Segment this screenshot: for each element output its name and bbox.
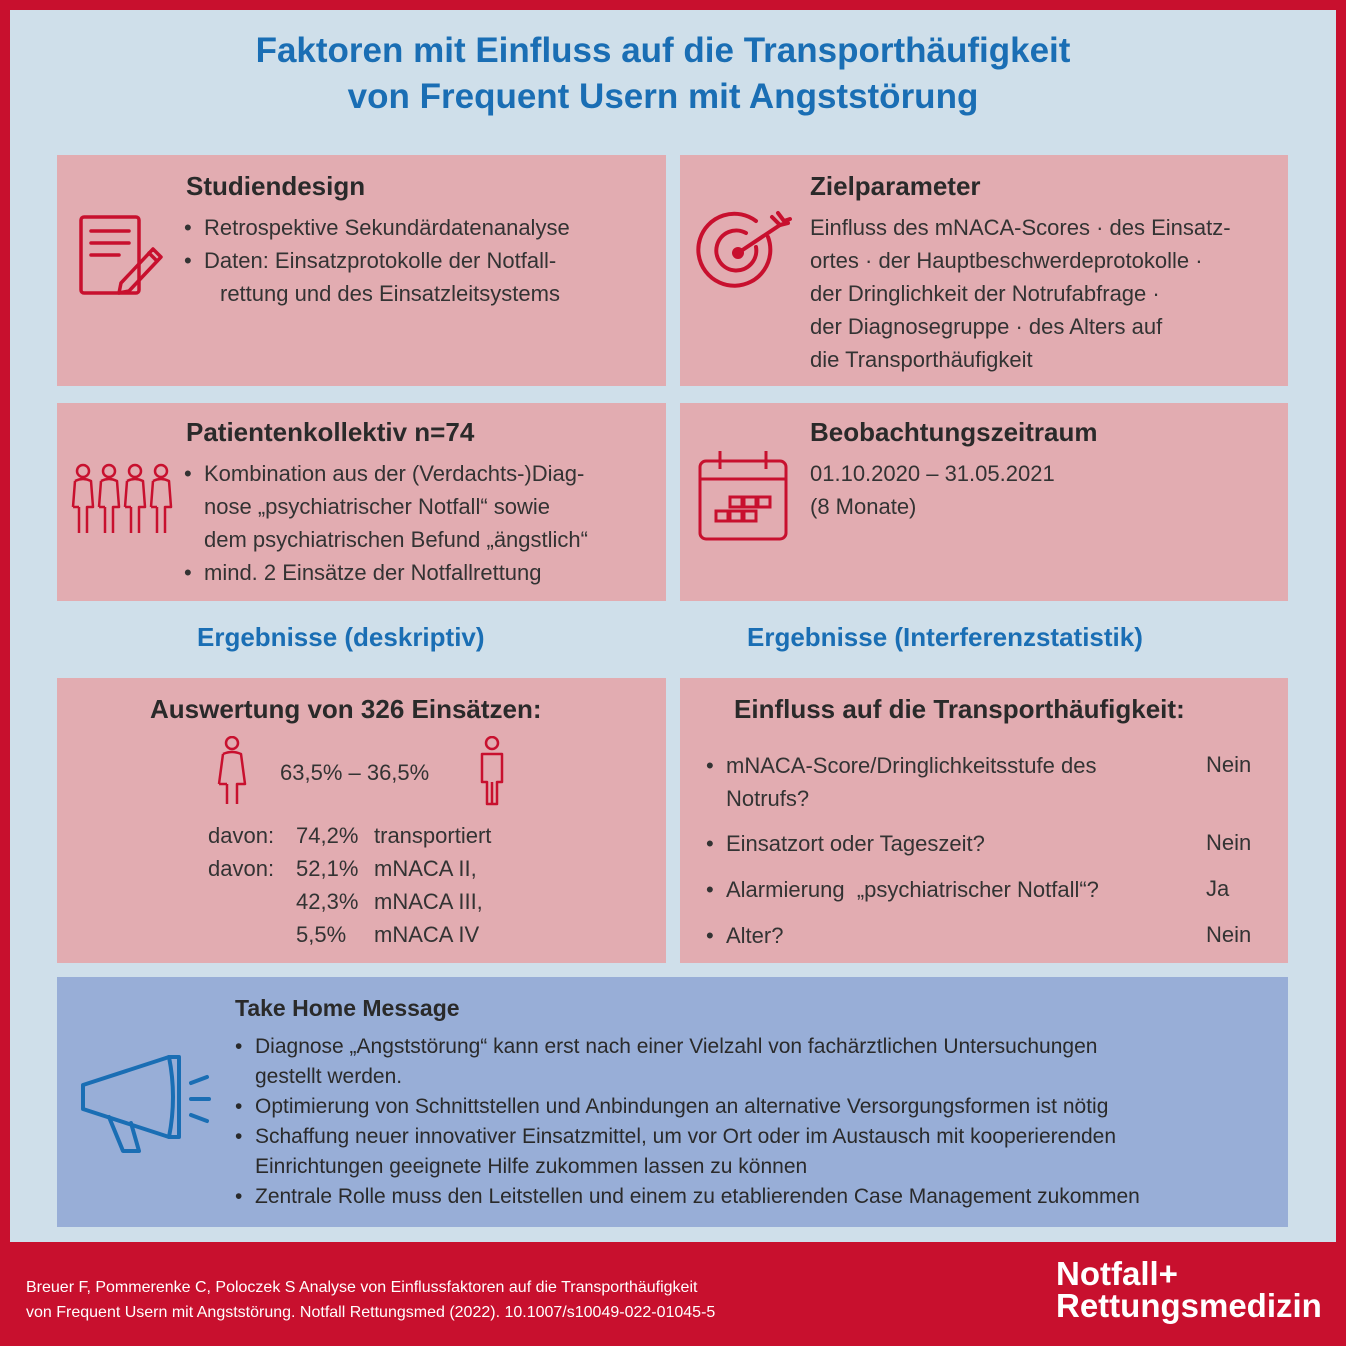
beobachtungszeitraum-duration: (8 Monate) (810, 494, 917, 519)
take-home-line-4: • Schaffung neuer innovativer Einsatzmittel, um vor Ort oder im Austausch mit kooperierenden (235, 1122, 1275, 1152)
studiendesign-box (57, 155, 666, 386)
deskriptiv-row-2 (208, 852, 477, 885)
target-arrow-icon (694, 207, 792, 299)
megaphone-icon (79, 1047, 215, 1159)
item-2-answer: Nein (1206, 830, 1252, 855)
row-2-label: mNACA II, (374, 856, 477, 881)
ergebnisse-interferenz-heading: Ergebnisse (Interferenzstatistik) (747, 622, 1143, 652)
take-home-line-1: • Diagnose „Angststörung“ kann erst nach einer Vielzahl von fachärztlichen Untersuchungen (235, 1032, 1275, 1062)
ergebnisse-deskriptiv-heading: Ergebnisse (deskriptiv) (197, 622, 485, 652)
take-home-heading: Take Home Message (235, 995, 460, 1021)
logo-line-1: Notfall+ (1056, 1255, 1178, 1292)
item-2-question: • Einsatzort oder Tageszeit? (706, 827, 1166, 860)
zielparameter-heading: Zielparameter (810, 171, 981, 201)
studiendesign-bullet-2-line-2: rettung und des Einsatzleitsystems (220, 281, 560, 306)
studiendesign-bullet-2 (184, 244, 654, 277)
people-group-icon (71, 463, 173, 537)
beobachtungszeitraum-text (810, 457, 1270, 523)
zielparameter-line-2: ortes · der Hauptbeschwerdeprotokolle · (810, 248, 1203, 273)
journal-logo (1056, 1255, 1322, 1324)
zielparameter-line-4: der Diagnosegruppe · des Alters auf (810, 314, 1163, 339)
take-home-line-5: Einrichtungen geeignete Hilfe zukommen lassen zu können (255, 1155, 808, 1178)
studiendesign-bullet-1: • Retrospektive Sekundärdatenanalyse (184, 211, 654, 244)
deskriptiv-row-1 (208, 819, 491, 852)
studiendesign-bullet-2-line-1: Daten: Einsatzprotokolle der Notfall- (204, 248, 557, 273)
beobachtungszeitraum-box (680, 403, 1288, 601)
beobachtungszeitraum-heading: Beobachtungszeitraum (810, 417, 1098, 447)
patientenkollektiv-bullet-1-line-2: nose „psychiatrischer Notfall“ sowie (204, 494, 551, 519)
logo-line-2: Rettungsmedizin (1056, 1287, 1322, 1324)
row-1-label: transportiert (374, 823, 492, 848)
take-home-line-2: gestellt werden. (255, 1065, 403, 1088)
citation (26, 1275, 926, 1325)
zielparameter-line-5: die Transporthäufigkeit (810, 347, 1033, 372)
title-line-1: Faktoren mit Einfluss auf die Transporthäufigkeit (255, 31, 1071, 70)
patientenkollektiv-text (184, 457, 659, 589)
take-home-text (235, 1032, 1275, 1212)
take-home-box (57, 977, 1288, 1227)
deskriptiv-box-heading: Auswertung von 326 Einsätzen: (150, 694, 542, 724)
take-home-line-3: • Optimierung von Schnittstellen und Anbindungen an alternative Versorgungsformen ist nötig (235, 1092, 1275, 1122)
title-line-2: von Frequent Usern mit Angststörung (347, 77, 979, 116)
patientenkollektiv-box (57, 403, 666, 601)
citation-line-1: Breuer F, Pommerenke C, Poloczek S Analyse von Einflussfaktoren auf die Transporthäufigkeit (26, 1279, 698, 1296)
row-3-value: 42,3% (296, 889, 359, 914)
poster-title (0, 28, 1326, 120)
document-pen-icon (75, 213, 165, 301)
calendar-icon (696, 449, 792, 543)
item-3-answer: Ja (1206, 876, 1230, 901)
row-3-label: mNACA III, (374, 889, 483, 914)
deskriptiv-row-3 (208, 885, 483, 918)
row-2-prefix: davon: (208, 856, 275, 881)
item-1-answer: Nein (1206, 752, 1252, 777)
row-4-label: mNACA IV (374, 922, 480, 947)
zielparameter-line-3: der Dringlichkeit der Notrufabfrage · (810, 281, 1160, 306)
deskriptiv-box (57, 678, 666, 963)
zielparameter-text (810, 211, 1280, 376)
female-icon (217, 736, 247, 806)
zielparameter-box (680, 155, 1288, 386)
male-icon (477, 736, 507, 806)
beobachtungszeitraum-range: 01.10.2020 – 31.05.2021 (810, 461, 1055, 486)
item-1-question: • mNACA-Score/Dringlichkeitsstufe des (706, 749, 1166, 782)
item-4-question: • Alter? (706, 919, 1166, 952)
row-1-prefix: davon: (208, 823, 275, 848)
row-4-value: 5,5% (296, 922, 347, 947)
studiendesign-text (184, 211, 654, 310)
interferenz-item-1 (706, 749, 1166, 815)
item-1-question-line-2: Notrufs? (726, 786, 810, 811)
studiendesign-heading: Studiendesign (186, 171, 366, 201)
patientenkollektiv-bullet-1-line-3: dem psychiatrischen Befund „ängstlich“ (204, 527, 588, 552)
row-1-value: 74,2% (296, 823, 359, 848)
interferenz-box-heading: Einfluss auf die Transporthäufigkeit: (734, 694, 1185, 724)
patientenkollektiv-bullet-1: • Kombination aus der (Verdachts-)Diag- (184, 457, 659, 490)
zielparameter-line-1: Einfluss des mNACA-Scores · des Einsatz- (810, 215, 1231, 240)
row-2-value: 52,1% (296, 856, 359, 881)
patientenkollektiv-heading: Patientenkollektiv n=74 (186, 417, 475, 447)
interferenz-item-3 (706, 873, 1176, 906)
deskriptiv-row-4 (208, 918, 479, 951)
take-home-line-6: • Zentrale Rolle muss den Leitstellen und einem zu etablierenden Case Management zukommen (235, 1182, 1275, 1212)
citation-line-2: von Frequent Usern mit Angststörung. Notfall Rettungsmed (2022). 10.1007/s10049-022-01045-5 (26, 1304, 716, 1321)
item-3-question: • Alarmierung „psychiatrischer Notfall“? (706, 873, 1176, 906)
interferenz-item-4 (706, 919, 1166, 952)
interferenz-item-2 (706, 827, 1166, 860)
item-4-answer: Nein (1206, 922, 1252, 947)
gender-ratio: 63,5% – 36,5% (280, 760, 430, 785)
patientenkollektiv-bullet-2: • mind. 2 Einsätze der Notfallrettung (184, 556, 659, 589)
interferenz-box (680, 678, 1288, 963)
